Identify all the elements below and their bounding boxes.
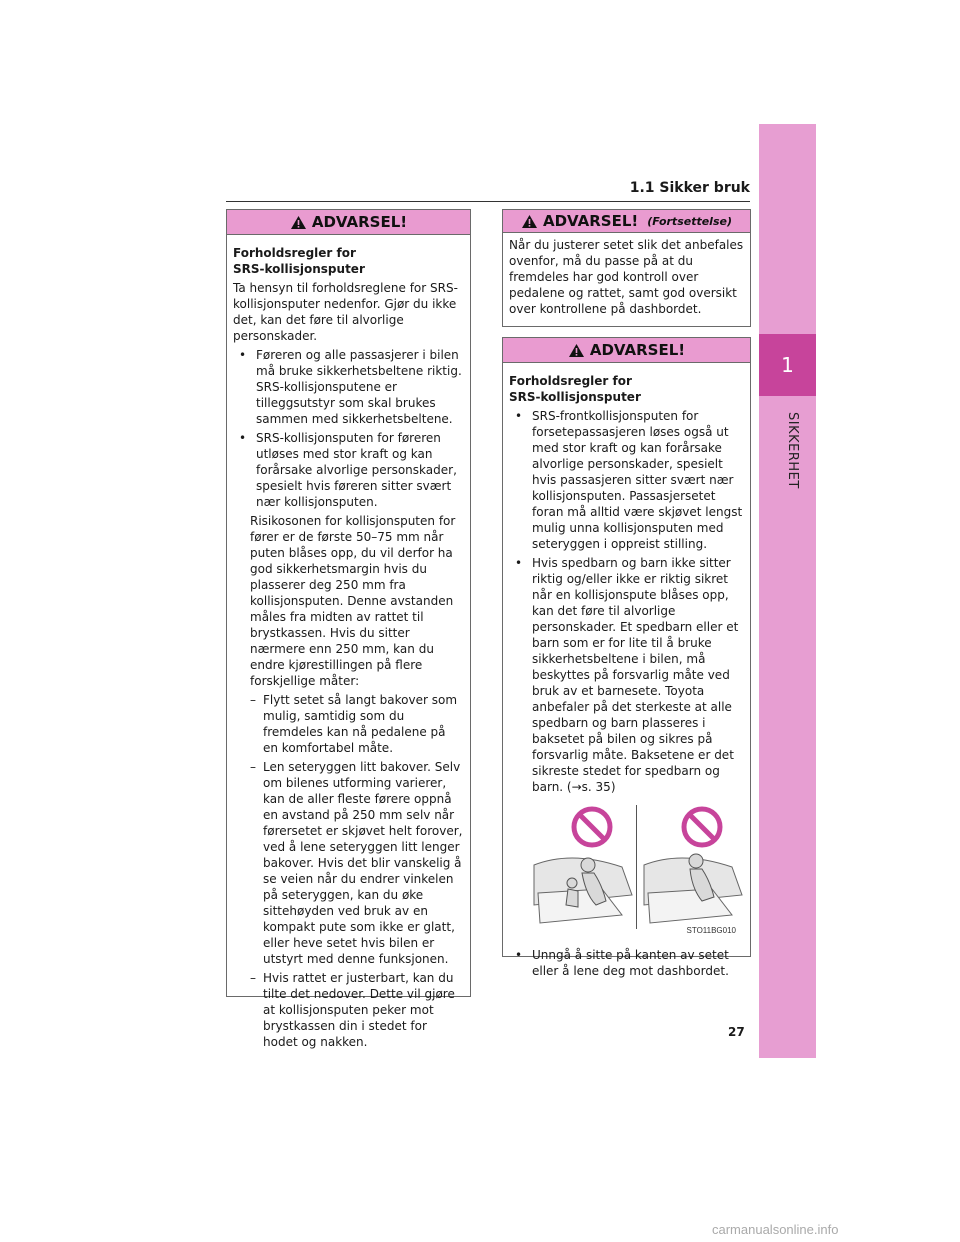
chapter-label: SIKKERHET [785, 412, 800, 489]
warning-heading-text: ADVARSEL! [543, 212, 639, 230]
chapter-side-tab [759, 124, 816, 1058]
warning-subheading: Forholdsregler for SRS-kollisjonsputer [233, 246, 365, 276]
section-rule [226, 201, 750, 202]
warning-heading [503, 338, 750, 363]
watermark: carmanualsonline.info [712, 1222, 839, 1237]
section-title: 1.1 Sikker bruk [629, 180, 750, 196]
warning-heading [503, 210, 750, 233]
warning-box-continued [502, 209, 751, 327]
warning-box-right [502, 337, 751, 978]
bullet-item: • Unngå å sitte på kanten av setet eller å lene deg mot dashbordet. [509, 947, 744, 979]
warning-body [227, 235, 470, 1057]
warning-text: Når du justerer setet slik det anbefales ovenfor, må du passe på at du fremdeles har god kontroll over pedalene og rattet, samt god oversikt over kontrollene på dashbordet. [509, 238, 744, 316]
bullet-item: • Føreren og alle passasjerer i bilen må bruke sikkerhetsbeltene riktig. SRS-kollisjonsputene er tilleggsutstyr som skal brukes sammen med sikkerhetsbeltene. [233, 347, 464, 427]
warning-body [503, 233, 750, 324]
figure-divider [636, 805, 637, 929]
dash-item: – Len seteryggen litt bakover. Selv om bilenes utforming varierer, kan de aller fleste førere oppnå en avstand på 250 mm selv når førersetet er skjøvet helt forover, ved å lene seteryggen litt lenger bakover. Hvis det blir vanskelig å se veien når du endrer vinkelen på seteryggen, kan du øke sittehøyden ved bruk av en kompakt pute som ikke er glatt, eller heve setet hvis bilen er utstyrt med denne funksjonen. [233, 759, 464, 967]
warning-heading [227, 210, 470, 235]
airbag-illustration [532, 805, 746, 939]
figure-id: STO11BG010 [686, 926, 736, 935]
warning-heading-text: ADVARSEL! [589, 341, 686, 359]
indented-paragraph: Risikosonen for kollisjonsputen for fører er de første 50–75 mm når puten blåses opp, du vil derfor ha god sikkerhetsmargin hvis du plasserer deg 250 mm fra kollisjonsputen. Denne avstanden måles fra midten av rattet til brystkassen. Hvis du sitter nærmere enn 250 mm, kan du endre kjørestillingen på flere forskjellige måter: [250, 514, 456, 688]
bullet-item: • SRS-kollisjonsputen for føreren utløses med stor kraft og kan forårsake alvorlige personskader, spesielt hvis føreren sitter svært nær kollisjonsputen. [233, 430, 464, 510]
warning-subheading: Forholdsregler for SRS-kollisjonsputer [509, 374, 641, 404]
bullet-item: • Hvis spedbarn og barn ikke sitter riktig og/eller ikke er riktig sikret når en kollisjonspute blåses opp, kan det føre til alvorlige personskader. Et spedbarn eller et barn som er for lite til å bruke sikkerhetsbeltene i bilen, må beskyttes på forsvarlig måte ved bruk av et barnesete. Toyota anbefaler på det sterkeste at alle spedbarn og barn plasseres i baksetet på bilen og sikres på forsvarlig måte. Baksetene er det sikreste stedet for spedbarn og barn. (→s. 35) [509, 555, 744, 795]
continued-label: (Fortsettelse) [647, 214, 732, 228]
warning-triangle-icon [290, 215, 307, 230]
chapter-number: 1 [759, 334, 816, 396]
warning-body [503, 363, 750, 986]
warning-triangle-icon [568, 343, 585, 358]
warning-triangle-icon [521, 214, 538, 229]
child-on-lap-illustration [532, 805, 636, 929]
warning-heading-text: ADVARSEL! [311, 213, 408, 231]
dash-item: – Flytt setet så langt bakover som mulig, samtidig som du fremdeles kan nå pedalene på en komfortabel måte. [233, 692, 464, 756]
warning-box-left [226, 209, 471, 1049]
warning-intro: Ta hensyn til forholdsreglene for SRS-kollisjonsputer nedenfor. Gjør du ikke det, kan det føre til alvorlige personskader. [233, 281, 458, 343]
child-near-dashboard-illustration [642, 805, 746, 929]
page-number: 27 [728, 1025, 745, 1039]
bullet-item: • SRS-frontkollisjonsputen for forsetepassasjeren løses også ut med stor kraft og kan forårsake alvorlige personskader, spesielt hvis passasjeren sitter svært nær kollisjonsputen. Passasjersetet foran må alltid være skjøvet lengst mulig unna kollisjonsputen med seteryggen i oppreist stilling. [509, 408, 744, 552]
dash-item: – Hvis rattet er justerbart, kan du tilte det nedover. Dette vil gjøre at kollisjonsputen peker mot brystkassen din i stedet for hodet og nakken. [233, 970, 464, 1050]
